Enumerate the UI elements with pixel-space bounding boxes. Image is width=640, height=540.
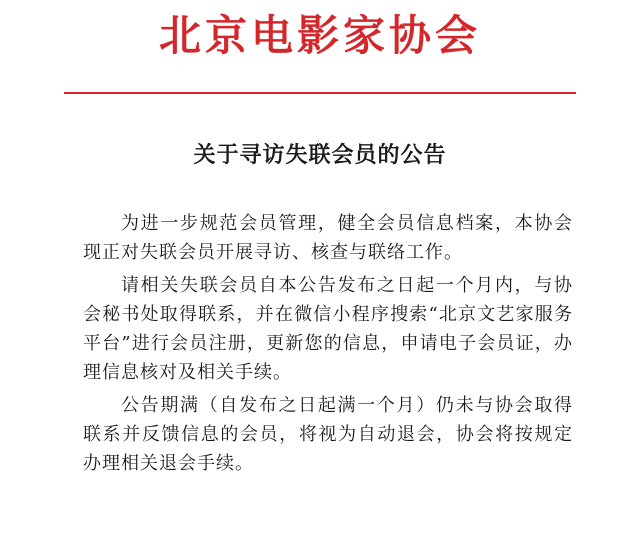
notice-title: 关于寻访失联会员的公告 <box>193 142 447 168</box>
notice-paragraph-1: 为进一步规范会员管理，健全会员信息档案，本协会现正对失联会员开展寻访、核查与联络工作。 <box>83 213 573 263</box>
notice-body <box>83 209 573 482</box>
letterhead-divider <box>64 92 576 94</box>
letterhead-org-name: 北京电影家协会 <box>158 11 481 60</box>
notice-paragraph-3: 公告期满（自发布之日起满一个月）仍未与协会取得联系并反馈信息的会员，将视为自动退会，协会将按规定办理相关退会手续。 <box>83 395 573 474</box>
notice-paragraph-2: 请相关失联会员自本公告发布之日起一个月内，与协会秘书处取得联系，并在微信小程序搜索“北京文艺家服务平台”进行会员注册，更新您的信息，申请电子会员证，办理信息核对及相关手续。 <box>83 275 573 383</box>
